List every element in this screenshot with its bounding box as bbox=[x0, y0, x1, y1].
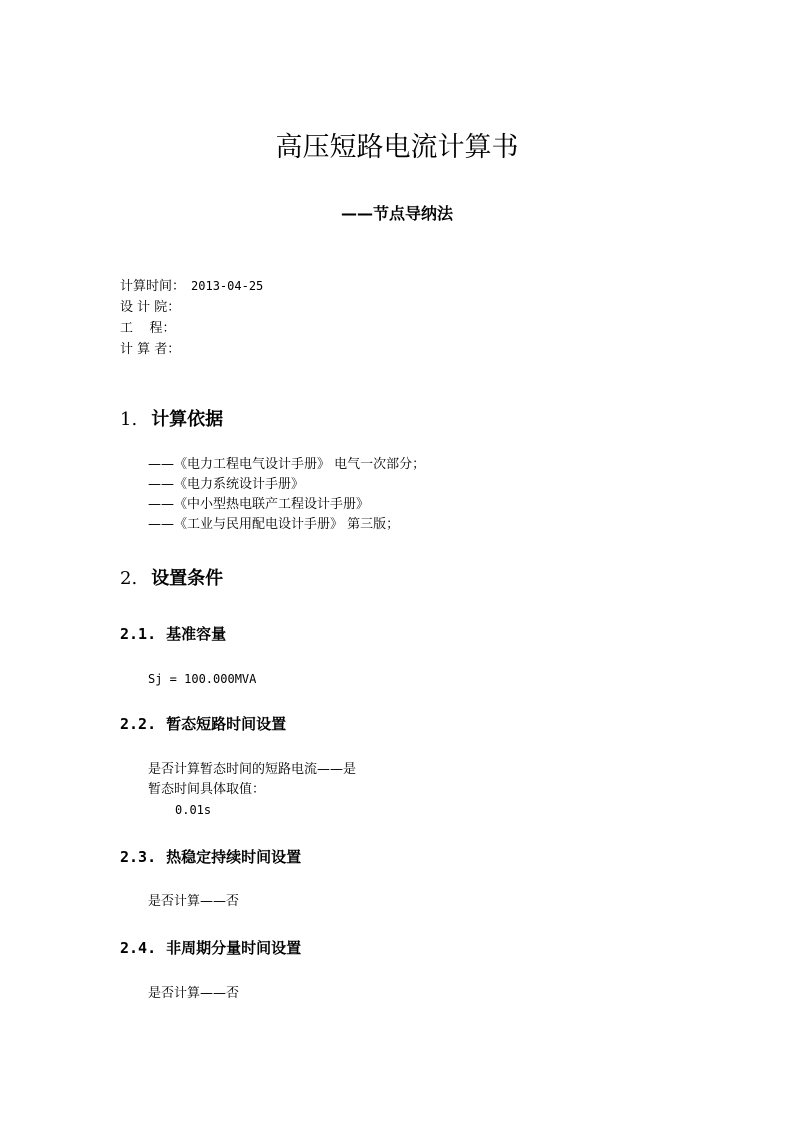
subsection-2-4-body bbox=[148, 984, 239, 1004]
transient-calc-setting: 是否计算暂态时间的短路电流——是 bbox=[148, 762, 357, 777]
document-title: 高压短路电流计算书 bbox=[275, 132, 519, 163]
subsection-2-2-title: 暂态短路时间设置 bbox=[166, 715, 287, 733]
section-1-number: 1. bbox=[120, 409, 138, 430]
meta-calc-time-value: 2013-04-25 bbox=[191, 279, 264, 293]
meta-project bbox=[120, 318, 263, 339]
meta-project-label: 工 程： bbox=[120, 321, 176, 336]
subsection-2-3-title: 热稳定持续时间设置 bbox=[166, 848, 302, 866]
reference-item: ——《工业与民用配电设计手册》 第三版； bbox=[148, 517, 400, 532]
subsection-2-1-title: 基准容量 bbox=[166, 625, 227, 643]
section-1-title: 计算依据 bbox=[151, 409, 224, 430]
base-capacity-value: Sj = 100.000MVA bbox=[148, 672, 257, 686]
section-2-title: 设置条件 bbox=[151, 568, 224, 589]
meta-calc-time-label: 计算时间： bbox=[120, 279, 186, 294]
meta-institute-label: 设 计 院： bbox=[120, 300, 181, 315]
transient-time-label: 暂态时间具体取值： bbox=[148, 782, 266, 797]
reference-item: ——《电力工程电气设计手册》 电气一次部分； bbox=[148, 457, 426, 472]
subsection-2-2-body bbox=[148, 760, 356, 820]
meta-calculator-label: 计 算 者： bbox=[120, 342, 181, 357]
meta-block bbox=[120, 276, 263, 360]
thermal-stability-setting: 是否计算——否 bbox=[148, 894, 240, 909]
section-2-heading bbox=[120, 564, 223, 590]
transient-time-value: 0.01s bbox=[175, 803, 212, 817]
reference-list bbox=[148, 455, 425, 535]
subsection-2-1-number: 2.1. bbox=[120, 625, 157, 643]
subsection-2-4-heading bbox=[120, 937, 301, 958]
subsection-2-3-number: 2.3. bbox=[120, 848, 157, 866]
meta-calculator bbox=[120, 339, 263, 360]
subsection-2-1-heading bbox=[120, 623, 226, 644]
reference-item: ——《电力系统设计手册》 bbox=[148, 477, 305, 492]
meta-calc-time bbox=[120, 276, 263, 297]
document-subtitle: ——节点导纳法 bbox=[340, 204, 453, 223]
subsection-2-4-title: 非周期分量时间设置 bbox=[166, 939, 302, 957]
aperiodic-component-setting: 是否计算——否 bbox=[148, 986, 240, 1001]
subsection-2-1-body bbox=[148, 669, 256, 689]
subsection-2-4-number: 2.4. bbox=[120, 939, 157, 957]
section-1-heading bbox=[120, 405, 223, 431]
subsection-2-3-body bbox=[148, 892, 239, 912]
reference-item: ——《中小型热电联产工程设计手册》 bbox=[148, 497, 370, 512]
meta-institute bbox=[120, 297, 263, 318]
subsection-2-2-heading bbox=[120, 713, 286, 734]
section-2-number: 2. bbox=[120, 568, 138, 589]
subsection-2-2-number: 2.2. bbox=[120, 715, 157, 733]
subsection-2-3-heading bbox=[120, 846, 301, 867]
